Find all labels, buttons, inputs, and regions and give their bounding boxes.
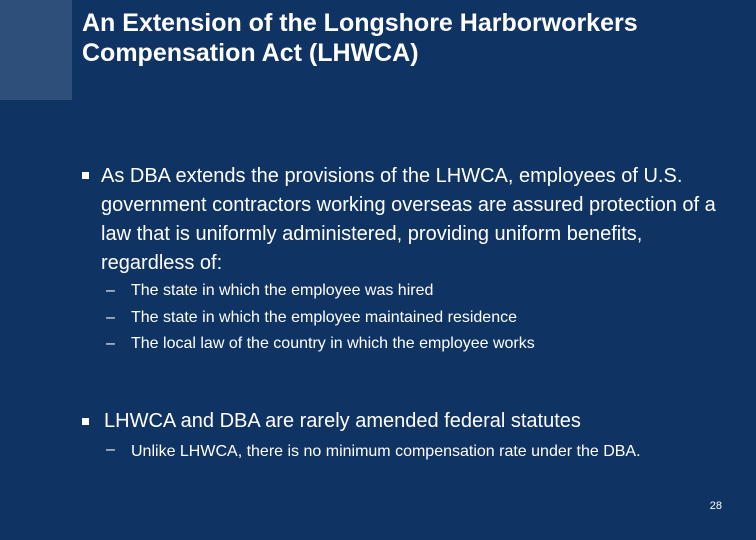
sub-bullet-dash: – bbox=[106, 309, 115, 326]
bullet-2-text: LHWCA and DBA are rarely amended federal statutes bbox=[104, 410, 581, 432]
sub-item-local-law: The local law of the country in which the employee works bbox=[131, 335, 535, 352]
sub-bullet-dash: – bbox=[106, 335, 115, 352]
page-number: 28 bbox=[709, 500, 722, 512]
sub-bullet-dash: – bbox=[106, 441, 115, 458]
bullet-square-icon bbox=[82, 172, 89, 179]
sub-item-state-residence: The state in which the employee maintained residence bbox=[131, 309, 517, 326]
corner-accent-panel bbox=[0, 0, 72, 100]
sub-item-minimum-rate: Unlike LHWCA, there is no minimum compensation rate under the DBA. bbox=[131, 443, 641, 460]
slide-title: An Extension of the Longshore Harborworkers Compensation Act (LHWCA) bbox=[82, 9, 638, 67]
sub-bullet-dash: – bbox=[106, 282, 115, 299]
bullet-1-text: As DBA extends the provisions of the LHWCA, employees of U.S. government contractors working overseas are assured protection of a law that is uniformly administered, providing uniform benefits, regardless of: bbox=[101, 165, 716, 274]
bullet-square-icon bbox=[82, 418, 89, 425]
sub-item-state-hired: The state in which the employee was hired bbox=[131, 282, 434, 299]
